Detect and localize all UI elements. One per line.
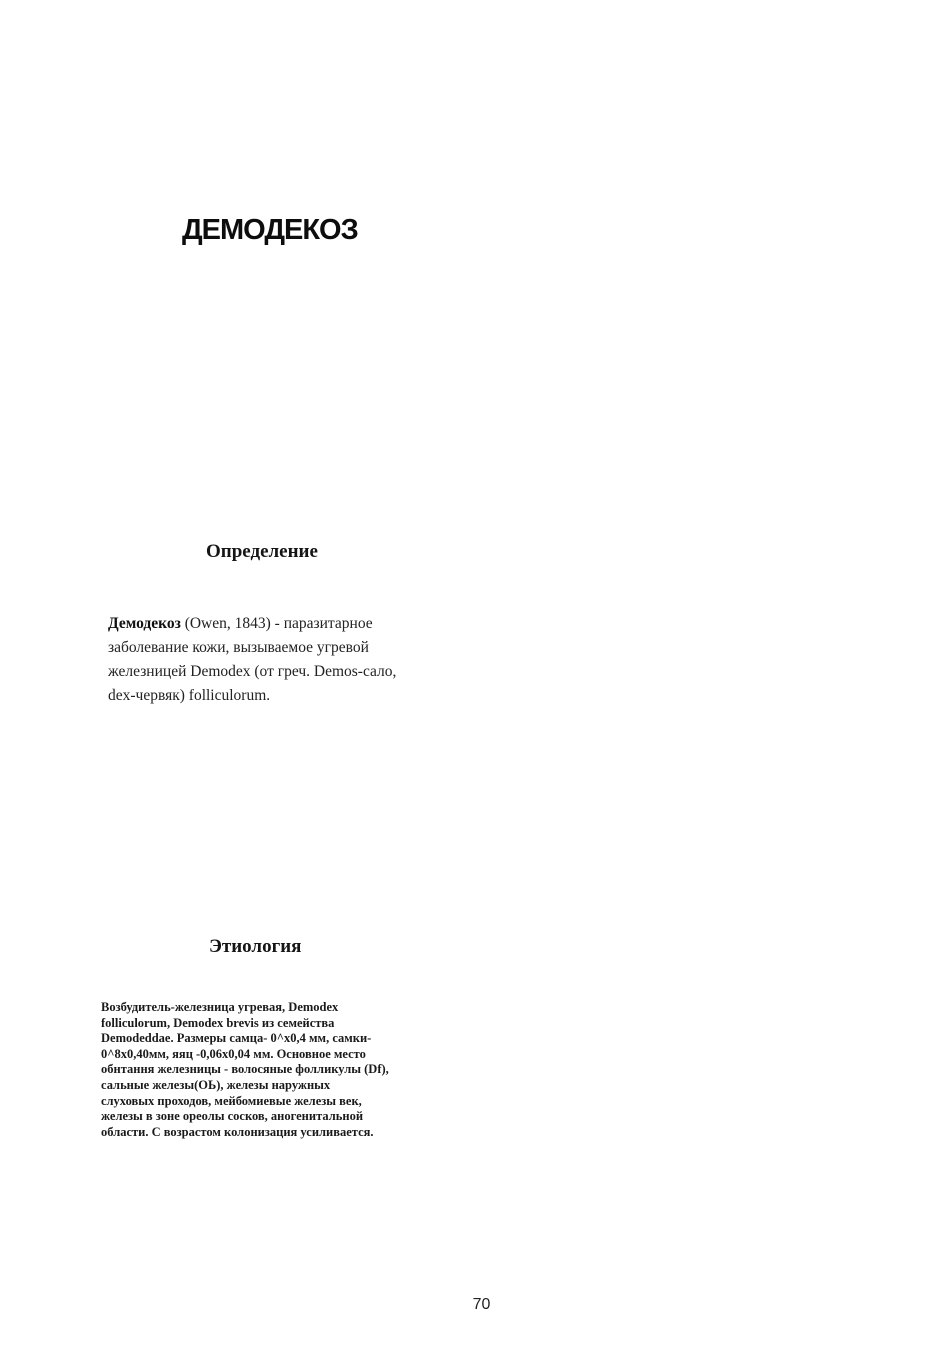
etiology-line: Возбудитель-железница угревая, Demodex <box>101 1000 339 1014</box>
etiology-line: 0^8x0,40мм, яяц -0,06x0,04 мм. Основное место <box>101 1046 366 1061</box>
definition-line <box>108 612 438 636</box>
document-title: ДЕМОДЕКОЗ <box>182 214 358 246</box>
etiology-line: железы в зоне ореолы сосков, аногенитальной <box>101 1109 364 1124</box>
etiology-line: обнтання железницы - волосяные фолликулы (Df), <box>101 1062 389 1077</box>
etiology-line: Demodeddae. Размеры самца- 0^x0,4 мм, самки- <box>101 1031 372 1046</box>
page-number: 70 <box>472 1296 491 1313</box>
etiology-line: слуховых проходов, мейбомиевые железы век, <box>101 1093 362 1108</box>
etiology-line: folliculorum, Demodex brevis из семейства <box>101 1015 335 1030</box>
definition-term: Демодекоз <box>108 615 181 632</box>
definition-line-text: (Owen, 1843) - паразитарное <box>180 615 373 632</box>
etiology-paragraph <box>101 1000 441 1140</box>
etiology-heading: Этиология <box>209 936 302 957</box>
definition-line: заболевание кожи, вызываемое угревой <box>108 639 369 656</box>
definition-heading: Определение <box>206 541 318 562</box>
etiology-line: сальные железы(ОЬ), железы наружных <box>101 1077 331 1092</box>
definition-paragraph <box>108 612 438 708</box>
definition-line: железницей Demodex (от греч. Demos-сало, <box>108 663 397 680</box>
definition-line: dex-червяк) folliculorum. <box>108 687 271 704</box>
etiology-line: области. С возрастом колонизация усиливается. <box>101 1124 374 1139</box>
